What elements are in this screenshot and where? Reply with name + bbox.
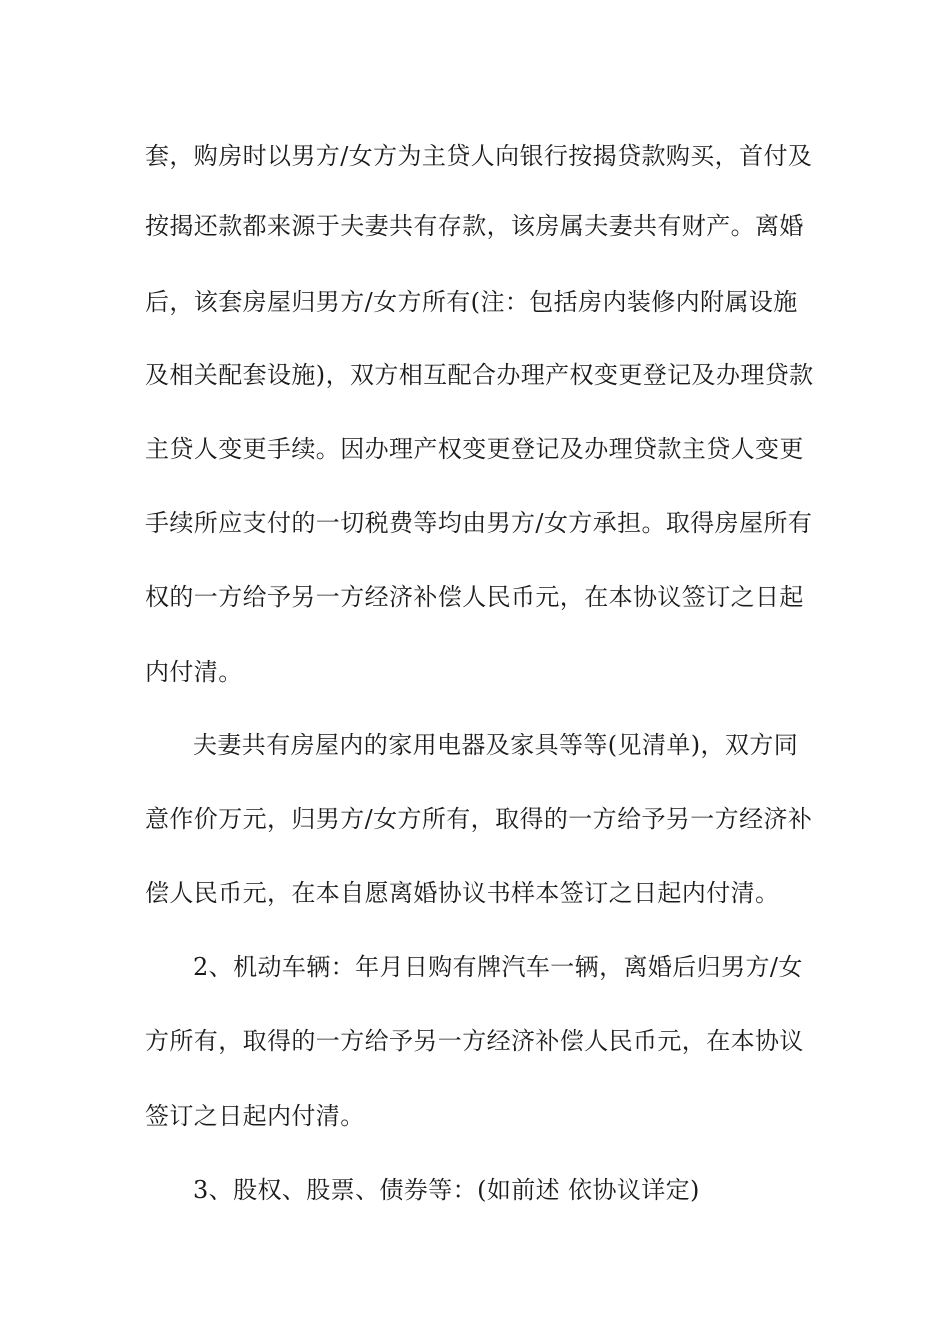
text-line: 偿人民币元，在本自愿离婚协议书样本签订之日起内付清。	[145, 879, 780, 907]
text-line: 内付清。	[145, 658, 243, 686]
text-line: 签订之日起内付清。	[145, 1102, 365, 1130]
paragraph-first-line: 3、股权、股票、债券等：(如前述 依协议详定)	[193, 1176, 700, 1204]
text-line: 套，购房时以男方/女方为主贷人向银行按揭贷款购买，首付及	[145, 142, 813, 170]
text-line: 权的一方给予另一方经济补偿人民币元，在本协议签订之日起	[145, 583, 804, 611]
text-line: 及相关配套设施)，双方相互配合办理产权变更登记及办理贷款	[145, 361, 814, 389]
paragraph-first-line: 2、机动车辆：年月日购有牌汽车一辆，离婚后归男方/女	[193, 953, 803, 981]
text-line: 手续所应支付的一切税费等均由男方/女方承担。取得房屋所有	[145, 509, 813, 537]
text-line: 按揭还款都来源于夫妻共有存款，该房属夫妻共有财产。离婚	[145, 212, 804, 240]
text-line: 方所有，取得的一方给予另一方经济补偿人民币元，在本协议	[145, 1027, 804, 1055]
text-line: 主贷人变更手续。因办理产权变更登记及办理贷款主贷人变更	[145, 435, 804, 463]
text-line: 意作价万元，归男方/女方所有，取得的一方给予另一方经济补	[145, 805, 813, 833]
text-line: 后，该套房屋归男方/女方所有(注：包括房内装修内附属设施	[145, 288, 798, 316]
paragraph-first-line: 夫妻共有房屋内的家用电器及家具等等(见清单)，双方同	[193, 731, 799, 759]
